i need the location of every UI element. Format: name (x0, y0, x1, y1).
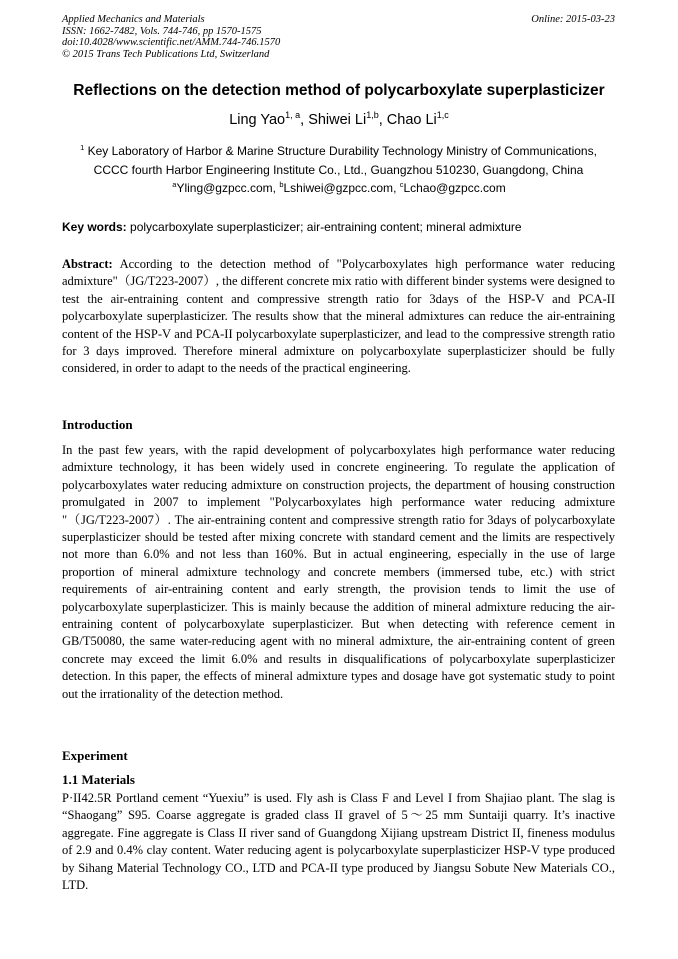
author-affiliation-mark: 1,b (366, 110, 379, 120)
author-name: Ling Yao (229, 112, 286, 128)
paper-title: Reflections on the detection method of polycarboxylate superplasticizer (73, 82, 605, 99)
affiliation-mark: 1 (80, 143, 85, 152)
issn-line: ISSN: 1662-7482, Vols. 744-746, pp 1570-1575 (62, 25, 262, 37)
materials-text: P·II42.5R Portland cement “Yuexiu” is used. Fly ash is Class F and Level I from Shajiao plant. The slag is “Shaogang” S95. Coarse aggregate is graded class II gravel of 5～25 mm Suntaiji quarry. It’s inactive aggregate. Fine aggregate is Class II river sand of Guangdong Xijiang upstream District II, fineness modulus of 2.9 and 0.4% clay content. Water reducing agent is polycarboxylate superplasticizer HSP-V type produced by Sihang Material Technology CO., LTD and PCA-II type produced by Jiangsu Sobute New Materials CO., LTD. (62, 791, 615, 893)
affiliation-line-2: CCCC fourth Harbor Engineering Institute Co., Ltd., Guangzhou 510230, Guangdong, China (93, 163, 584, 177)
email-mark: b (279, 180, 284, 189)
online-date: Online: 2015-03-23 (531, 14, 615, 25)
email-address: Lshiwei@gzpcc.com (283, 181, 394, 195)
abstract (62, 256, 615, 378)
author-affiliation-mark: 1,c (436, 110, 449, 120)
abstract-label: Abstract: (62, 257, 113, 271)
journal-header (62, 14, 615, 60)
email-address: Yling@gzpcc.com (176, 181, 273, 195)
author-name: Shiwei Li (308, 112, 367, 128)
keywords-text: polycarboxylate superplasticizer; air-entraining content; mineral admixture (130, 220, 522, 234)
copyright-line: © 2015 Trans Tech Publications Ltd, Switzerland (62, 48, 270, 60)
affiliation (62, 138, 615, 180)
keywords-label: Key words: (62, 220, 127, 234)
introduction-heading: Introduction (62, 417, 133, 432)
author-name: Chao Li (386, 112, 437, 128)
doi-line: doi:10.4028/www.scientific.net/AMM.744-746.1570 (62, 37, 281, 48)
experiment-heading: Experiment (62, 748, 128, 763)
introduction-text: In the past few years, with the rapid development of polycarboxylates high performance water reducing admixture technology, it has been widely used in concrete engineering. To regulate the application of polycarboxylates water reducing admixture on construction projects, the department of housing construction promulgated in 2007 to implement "Polycarboxylates high performance water reducing admixture "（JG/T223-2007）. The air-entraining content and compressive strength ratio for 3days of polycarboxylate superplasticizer should be tested after mixing concrete with standard cement and the limits are respectively not more than 6.0% and not less than 160%. But in actual engineering, especially in the use of large proportion of mineral admixture technology and concrete members (immersed tube, etc.) with strict requirements of air-entraining content and early strength, the provision tends to limit the use of polycarboxylate superplasticizer. This is mainly because the addition of mineral admixture reducing the air-entraining content of polycarboxylate superplasticizer. But when detecting with reference cement in GB/T50080, the same water-reducing agent with no mineral admixture, the air-entraining content of green concrete may exceed the limit 6.0% and results in disqualifications of polycarboxylate superplasticizer detection. In this paper, the effects of mineral admixture types and dosage have got systematic study to point out the irrationality of the detection method. (62, 443, 615, 701)
affiliation-line-1: Key Laboratory of Harbor & Marine Structure Durability Technology Ministry of Communications, (87, 144, 597, 158)
materials-subheading: 1.1 Materials (62, 772, 135, 787)
keywords (62, 220, 615, 234)
email-address: Lchao@gzpcc.com (403, 181, 506, 195)
author-affiliation-mark: 1, a (285, 110, 301, 120)
email-list: $^a$Yling@gzpcc.com, $^b$Lshiwei@gzpcc.com, $^c$Lchao@gzpcc.com (172, 180, 506, 195)
email-mark: a (172, 180, 177, 189)
email-mark: c (399, 180, 404, 189)
journal-name: Applied Mechanics and Materials (62, 14, 205, 25)
abstract-text: According to the detection method of "Polycarboxylates high performance water reducing admixture"（JG/T223-2007）, the different concrete mix ratio with different binder systems were designed to test the air-entraining content and compressive strength ratio for 3days of the HSP-V and PCA-II polycarboxylate superplasticizer. The results show that the mineral admixtures can reduce the air-entraining content of the HSP-V and PCA-II polycarboxylate superplasticizer, and lead to the compressive strength ratio for 3 days improved. Therefore mineral admixture on polycarboxylate superplasticizer should be fully considered, in order to adapt to the needs of the practical engineering. (62, 257, 616, 376)
author-list: Ling Yao$^{1, a}$, Shiwei Li$^{1,b}$, Chao Li$^{1,c}$ (229, 110, 449, 128)
